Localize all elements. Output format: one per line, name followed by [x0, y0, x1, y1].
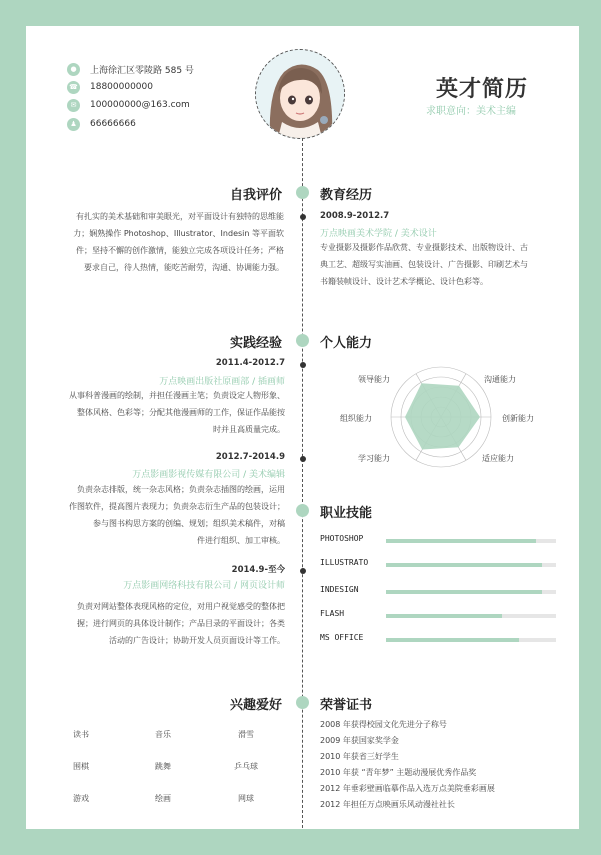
self-eval-text: 有扎实的美术基础和审美眼光，对平面设计有独特的思维能 力；娴熟操作 Photoshop、Illustrator、Indesin 等平面软 件；坚持不懈的创作激情，能独立完成各项设计任务；严格 要求自己，待人热情，能吃苦耐劳，沟通、协调能力强。 — [73, 212, 284, 272]
skill-bar-track — [386, 563, 556, 567]
skill-bar-fill — [386, 539, 536, 543]
hobbies-title: 兴趣爱好 — [229, 698, 282, 713]
avatar — [255, 49, 345, 139]
practice-text-1: 从事科普漫画的绘制，并担任漫画主笔；负责设定人物形象、 整体风格、色彩等；分配其他漫画师的工作，保证作品能按 时并且高质量完成。 — [69, 391, 285, 434]
portrait-illustration — [256, 50, 344, 138]
phone-icon: ☎ — [67, 81, 80, 94]
contact-phone — [67, 79, 153, 95]
practice-date-1: 2011.4-2012.7 — [215, 358, 285, 368]
radar-label-learning: 学习能力 — [358, 454, 390, 463]
radar-label-leadership: 领导能力 — [358, 375, 390, 384]
honor-item: 2010 年获省三好学生 — [320, 752, 399, 761]
timeline-small-dot — [300, 456, 306, 462]
hobby-item: 网球 — [238, 794, 254, 803]
qq-icon: ♟ — [67, 118, 80, 131]
honor-item: 2009 年获国家奖学金 — [320, 736, 399, 745]
skills-title: 职业技能 — [320, 506, 373, 521]
timeline-small-dot — [300, 568, 306, 574]
phone-text: 18800000000 — [90, 82, 153, 92]
hobby-item: 围棋 — [73, 762, 89, 771]
skill-label: PHOTOSHOP — [320, 534, 364, 543]
timeline-dot — [296, 504, 309, 517]
practice-date-2: 2012.7-2014.9 — [215, 452, 285, 462]
honor-item: 2012 年垂彩壁画临摹作品入选万点美院垂彩画展 — [320, 784, 495, 793]
contact-address — [67, 61, 194, 77]
practice-text-2: 负责杂志排版，统一杂志风格；负责杂志插图的绘画，运用 作图软件，提高图片表现力；负责杂志衍生产品的包装设计； 参与图书构思方案的创编、规划；组织美术稿件，对稿 件进行组织、加工审核。 — [69, 485, 285, 545]
radar-label-organization: 组织能力 — [340, 414, 372, 423]
skill-label: MS OFFICE — [320, 633, 364, 642]
hobby-item: 绘画 — [155, 794, 171, 803]
practice-text-3: 负责对网站整体表现风格的定位，对用户视觉感受的整体把 握；进行网页的具体设计制作；产品目录的平面设计；各类 活动的广告设计；协助开发人员页面设计等工作。 — [77, 602, 285, 645]
job-objective: 求职意向：美术主编 — [426, 106, 516, 117]
timeline-line — [302, 138, 303, 828]
self-eval-title: 自我评价 — [229, 188, 282, 203]
timeline-dot — [296, 334, 309, 347]
hobby-item: 读书 — [73, 730, 89, 739]
hobby-item: 跳舞 — [155, 762, 171, 771]
skill-bar-fill — [386, 590, 542, 594]
ability-radar-chart — [386, 362, 496, 472]
skill-label: FLASH — [320, 609, 345, 618]
honor-item: 2012 年担任万点映画乐风动漫社社长 — [320, 800, 455, 809]
page-title: 英才简历 — [436, 77, 529, 102]
skill-bar-fill — [386, 563, 542, 567]
honor-item: 2008 年获得校园文化先进分子称号 — [320, 720, 447, 729]
qq-text: 66666666 — [90, 119, 136, 129]
education-date: 2008.9-2012.7 — [320, 211, 390, 221]
radar-area — [405, 383, 480, 449]
timeline-dot — [296, 696, 309, 709]
skill-bar-fill — [386, 614, 502, 618]
education-text: 专业摄影及摄影作品欣赏、专业摄影技术、出版物设计、古 典工艺、超级写实油画、包装设计、广告摄影、印刷艺术与 书籍装帧设计、设计艺术学概论、设计色彩等。 — [320, 243, 528, 286]
hobby-item: 乒乓球 — [234, 762, 258, 771]
timeline-small-dot — [300, 214, 306, 220]
radar-label-adaptability: 适应能力 — [482, 454, 514, 463]
practice-title: 实践经验 — [229, 336, 282, 351]
skill-label: ILLUSTRATO — [320, 558, 369, 567]
skill-bar-track — [386, 539, 556, 543]
skill-label: INDESIGN — [320, 585, 359, 594]
email-text: 100000000@163.com — [90, 100, 190, 110]
practice-org-3: 万点影画网络科技有限公司 / 网页设计师 — [123, 581, 285, 591]
resume-sheet — [26, 26, 579, 829]
radar-label-innovation: 创新能力 — [502, 414, 534, 423]
mail-icon: ✉ — [67, 99, 80, 112]
education-org: 万点映画美术学院 / 美术设计 — [320, 229, 437, 239]
contact-email — [67, 97, 190, 113]
location-icon: ● — [67, 63, 80, 76]
timeline-dot — [296, 186, 309, 199]
hobby-item: 滑雪 — [238, 730, 254, 739]
contact-qq — [67, 116, 136, 132]
hobby-item: 游戏 — [73, 794, 89, 803]
skill-bar-fill — [386, 638, 519, 642]
practice-org-2: 万点影画影视传媒有限公司 / 美术编辑 — [132, 470, 285, 480]
honor-item: 2010 年获 “青年梦” 主题动漫展优秀作品奖 — [320, 768, 477, 777]
radar-label-communication: 沟通能力 — [484, 375, 516, 384]
skill-bar-track — [386, 614, 556, 618]
practice-date-3: 2014.9-至今 — [231, 565, 285, 575]
skill-bar-track — [386, 638, 556, 642]
address-text: 上海徐汇区零陵路 585 号 — [90, 65, 194, 76]
practice-org-1: 万点映画出版社原画部 / 插画师 — [159, 377, 285, 387]
timeline-small-dot — [300, 362, 306, 368]
education-title: 教育经历 — [320, 188, 373, 203]
honors-title: 荣誉证书 — [320, 698, 373, 713]
ability-title: 个人能力 — [320, 336, 373, 351]
skill-bar-track — [386, 590, 556, 594]
hobby-item: 音乐 — [155, 730, 171, 739]
